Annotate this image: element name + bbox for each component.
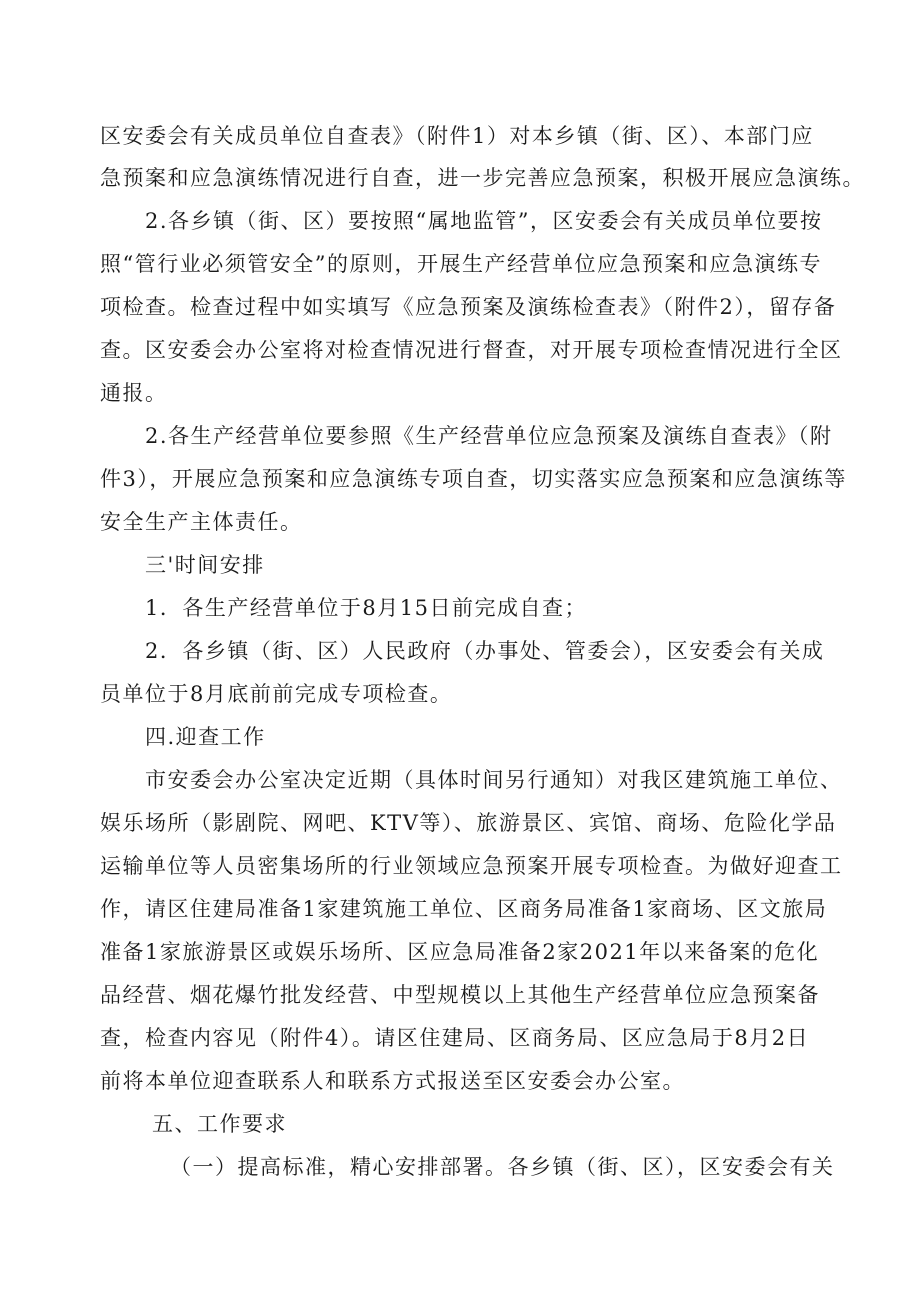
paragraph-line: 前将本单位迎查联系人和联系方式报送至区安委会办公室。	[100, 1069, 685, 1093]
paragraph-line: 1．各生产经营单位于8月15日前完成自查；	[145, 596, 587, 620]
section-heading: 四.迎查工作	[145, 725, 266, 749]
paragraph-line: 品经营、烟花爆竹批发经营、中型规模以上其他生产经营单位应急预案备	[100, 983, 820, 1007]
section-heading: 五、工作要求	[152, 1112, 287, 1136]
paragraph-line: 急预案和应急演练情况进行自查，进一步完善应急预案，积极开展应急演练。	[100, 166, 865, 190]
paragraph-line: 区安委会有关成员单位自查表》（附件1）对本乡镇（街、区）、本部门应	[100, 124, 814, 148]
paragraph-line: 准备1家旅游景区或娱乐场所、区应急局准备2家2021年以来备案的危化	[100, 940, 820, 964]
paragraph-line: 2．各乡镇（街、区）人民政府（办事处、管委会），区安委会有关成	[145, 639, 825, 663]
paragraph-line: 娱乐场所（影剧院、网吧、KTV等）、旅游景区、宾馆、商场、危险化学品	[100, 811, 837, 835]
paragraph-line: 2.各乡镇（街、区）要按照“属地监管”，区安委会有关成员单位要按	[145, 209, 823, 233]
paragraph-line: 查，检查内容见（附件4）。请区住建局、区商务局、区应急局于8月2日	[100, 1026, 810, 1050]
paragraph-line: 照“管行业必须管安全”的原则，开展生产经营单位应急预案和应急演练专	[100, 252, 822, 276]
paragraph-line: 件3），开展应急预案和应急演练专项自查，切实落实应急预案和应急演练等	[100, 467, 847, 491]
section-heading: 三'时间安排	[145, 553, 265, 577]
paragraph-line: 查。区安委会办公室将对检查情况进行督查，对开展专项检查情况进行全区	[100, 338, 843, 362]
paragraph-line: 2.各生产经营单位要参照《生产经营单位应急预案及演练自查表》（附	[145, 424, 833, 448]
paragraph-line: 运输单位等人员密集场所的行业领域应急预案开展专项检查。为做好迎查工	[100, 854, 843, 878]
paragraph-line: （一）提高标准，精心安排部署。各乡镇（街、区），区安委会有关	[170, 1155, 835, 1179]
paragraph-line: 项检查。检查过程中如实填写《应急预案及演练检查表》（附件2），留存备	[100, 295, 837, 319]
paragraph-line: 作，请区住建局准备1家建筑施工单位、区商务局准备1家商场、区文旅局	[100, 897, 828, 921]
paragraph-line: 安全生产主体责任。	[100, 510, 303, 534]
paragraph-line: 员单位于8月底前前完成专项检查。	[100, 682, 453, 706]
paragraph-line: 市安委会办公室决定近期（具体时间另行通知）对我区建筑施工单位、	[145, 768, 843, 792]
paragraph-line: 通报。	[100, 381, 168, 405]
